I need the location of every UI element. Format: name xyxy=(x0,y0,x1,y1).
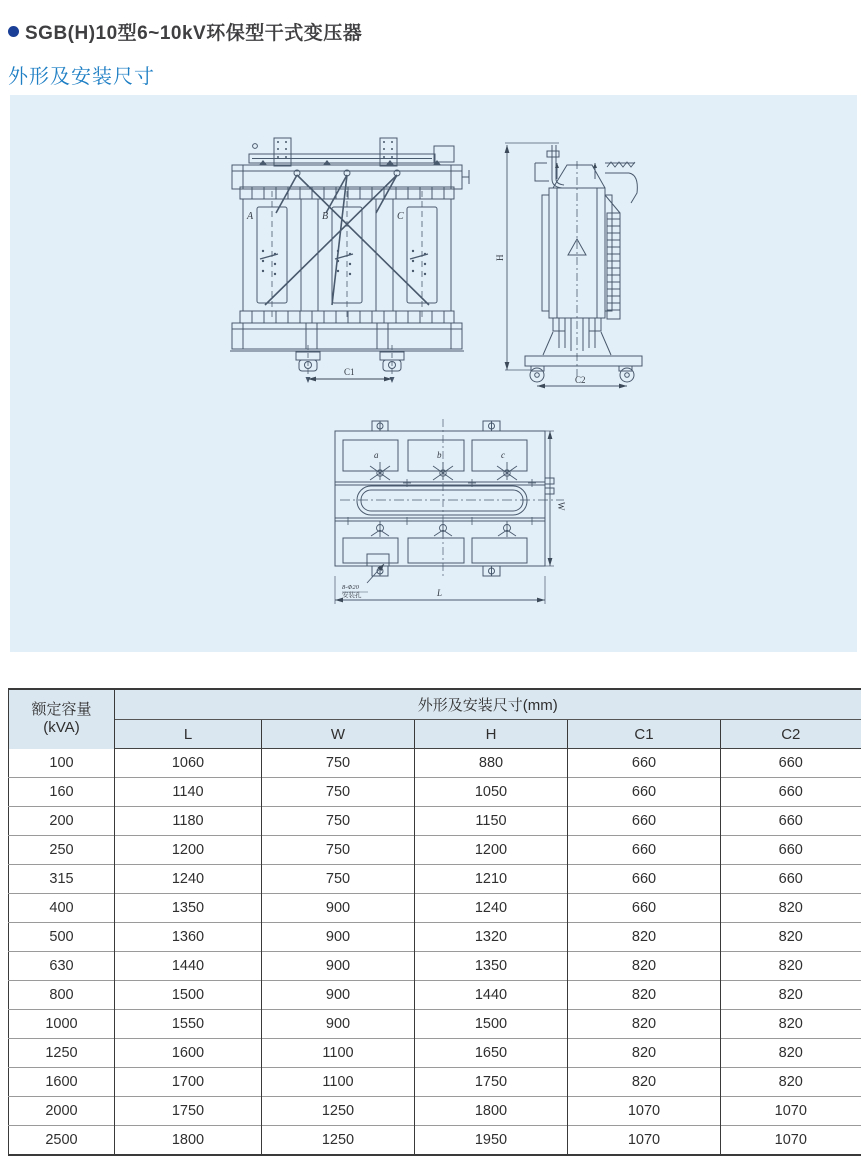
table-cell: 820 xyxy=(721,1039,861,1068)
table-cell: 315 xyxy=(9,865,115,894)
table-cell: 1350 xyxy=(115,894,262,923)
table-cell: 1070 xyxy=(721,1097,861,1126)
table-cell: 1700 xyxy=(115,1068,262,1097)
table-cell: 820 xyxy=(568,1010,721,1039)
table-cell: 250 xyxy=(9,836,115,865)
table-cell: 820 xyxy=(721,952,861,981)
column-header-l: L xyxy=(115,720,262,749)
table-cell: 900 xyxy=(262,1010,415,1039)
table-cell: 660 xyxy=(721,836,861,865)
table-cell: 660 xyxy=(568,749,721,778)
table-cell: 200 xyxy=(9,807,115,836)
table-row xyxy=(9,981,861,1010)
table-cell: 1100 xyxy=(262,1068,415,1097)
page-title: SGB(H)10型6~10kV环保型干式变压器 xyxy=(25,23,363,44)
table-cell: 820 xyxy=(721,1010,861,1039)
table-cell: 1800 xyxy=(115,1126,262,1156)
table-cell: 820 xyxy=(721,894,861,923)
table-cell: 660 xyxy=(721,749,861,778)
table-subheader-row xyxy=(9,720,861,749)
table-row xyxy=(9,749,861,778)
table-cell: 1360 xyxy=(115,923,262,952)
table-cell: 750 xyxy=(262,836,415,865)
table-cell: 1550 xyxy=(115,1010,262,1039)
table-cell: 500 xyxy=(9,923,115,952)
table-cell: 1750 xyxy=(415,1068,568,1097)
side-view-drawing xyxy=(487,133,667,398)
table-cell: 160 xyxy=(9,778,115,807)
capacity-column-header xyxy=(9,689,115,749)
table-cell: 1320 xyxy=(415,923,568,952)
table-row xyxy=(9,923,861,952)
top-view-note-line1: 8-Φ20 xyxy=(342,584,359,591)
top-view-dim-l-label: L xyxy=(437,588,443,598)
front-view-dim-c1-label: C1 xyxy=(344,367,355,377)
table-cell: 1240 xyxy=(415,894,568,923)
table-cell: 1350 xyxy=(415,952,568,981)
table-row xyxy=(9,1097,861,1126)
table-cell: 750 xyxy=(262,778,415,807)
top-view-note-line2: 安装孔 xyxy=(342,592,362,599)
table-cell: 1950 xyxy=(415,1126,568,1156)
table-cell: 1500 xyxy=(115,981,262,1010)
table-cell: 820 xyxy=(568,923,721,952)
table-cell: 660 xyxy=(568,778,721,807)
top-view-drawing xyxy=(322,418,582,613)
table-row xyxy=(9,1039,861,1068)
front-view-phase-c-label: C xyxy=(397,211,404,222)
capacity-header-line1: 额定容量 xyxy=(31,700,92,718)
table-cell: 1500 xyxy=(415,1010,568,1039)
table-cell: 820 xyxy=(721,1068,861,1097)
table-cell: 1440 xyxy=(115,952,262,981)
table-cell: 1070 xyxy=(721,1126,861,1156)
table-cell: 1050 xyxy=(415,778,568,807)
table-cell: 400 xyxy=(9,894,115,923)
column-header-w: W xyxy=(262,720,415,749)
table-cell: 660 xyxy=(721,778,861,807)
front-view-phase-a-label: A xyxy=(247,211,254,222)
table-cell: 1060 xyxy=(115,749,262,778)
front-view-drawing xyxy=(222,133,472,398)
top-view-dim-w-label: W xyxy=(556,502,566,511)
table-cell: 1240 xyxy=(115,865,262,894)
table-row xyxy=(9,952,861,981)
table-cell: 900 xyxy=(262,923,415,952)
column-header-c1: C1 xyxy=(568,720,721,749)
table-cell: 1250 xyxy=(9,1039,115,1068)
table-cell: 750 xyxy=(262,807,415,836)
page-title-row xyxy=(0,0,867,45)
table-cell: 2500 xyxy=(9,1126,115,1156)
table-row xyxy=(9,807,861,836)
table-cell: 1100 xyxy=(262,1039,415,1068)
table-row xyxy=(9,1068,861,1097)
table-cell: 820 xyxy=(568,952,721,981)
table-cell: 1600 xyxy=(115,1039,262,1068)
table-cell: 750 xyxy=(262,749,415,778)
side-view-dim-h-label: H xyxy=(495,254,505,261)
table-cell: 1150 xyxy=(415,807,568,836)
bullet-icon xyxy=(8,26,19,37)
table-cell: 900 xyxy=(262,952,415,981)
table-cell: 1200 xyxy=(115,836,262,865)
table-cell: 800 xyxy=(9,981,115,1010)
spec-table xyxy=(8,688,861,1156)
table-cell: 630 xyxy=(9,952,115,981)
table-cell: 1140 xyxy=(115,778,262,807)
table-cell: 1800 xyxy=(415,1097,568,1126)
table-row xyxy=(9,836,861,865)
column-header-h: H xyxy=(415,720,568,749)
table-cell: 660 xyxy=(568,865,721,894)
table-cell: 820 xyxy=(568,981,721,1010)
table-group-header-row xyxy=(9,689,861,720)
table-row xyxy=(9,894,861,923)
table-cell: 820 xyxy=(568,1039,721,1068)
table-cell: 660 xyxy=(568,894,721,923)
table-cell: 2000 xyxy=(9,1097,115,1126)
column-header-c2: C2 xyxy=(721,720,861,749)
table-cell: 1440 xyxy=(415,981,568,1010)
drawing-panel xyxy=(10,95,857,652)
table-cell: 900 xyxy=(262,981,415,1010)
top-view-phase-a-label: a xyxy=(374,450,379,460)
table-cell: 1200 xyxy=(415,836,568,865)
table-cell: 660 xyxy=(721,865,861,894)
table-cell: 1650 xyxy=(415,1039,568,1068)
table-row xyxy=(9,778,861,807)
table-row xyxy=(9,865,861,894)
side-view-dim-c2-label: C2 xyxy=(575,375,586,385)
table-cell: 1250 xyxy=(262,1097,415,1126)
dimensions-group-header: 外形及安装尺寸(mm) xyxy=(115,689,861,720)
table-cell: 100 xyxy=(49,754,74,771)
table-cell: 750 xyxy=(262,865,415,894)
table-cell: 880 xyxy=(415,749,568,778)
table-cell: 1210 xyxy=(415,865,568,894)
front-view-phase-b-label: B xyxy=(322,211,329,222)
table-cell: 1250 xyxy=(262,1126,415,1156)
table-cell: 1000 xyxy=(9,1010,115,1039)
table-cell: 1070 xyxy=(568,1097,721,1126)
table-cell: 1180 xyxy=(115,807,262,836)
table-cell: 900 xyxy=(262,894,415,923)
table-row xyxy=(9,1010,861,1039)
table-cell: 820 xyxy=(568,1068,721,1097)
top-view-phase-c-label: c xyxy=(501,450,505,460)
table-cell: 660 xyxy=(568,807,721,836)
table-row xyxy=(9,1126,861,1156)
table-cell: 1750 xyxy=(115,1097,262,1126)
table-cell: 820 xyxy=(721,981,861,1010)
table-cell: 1070 xyxy=(568,1126,721,1156)
table-cell: 1600 xyxy=(9,1068,115,1097)
capacity-header-line2: (kVA) xyxy=(43,719,80,737)
table-cell: 660 xyxy=(721,807,861,836)
table-cell: 660 xyxy=(568,836,721,865)
table-cell: 820 xyxy=(721,923,861,952)
section-title: 外形及安装尺寸 xyxy=(8,66,155,88)
top-view-phase-b-label: b xyxy=(437,450,442,460)
